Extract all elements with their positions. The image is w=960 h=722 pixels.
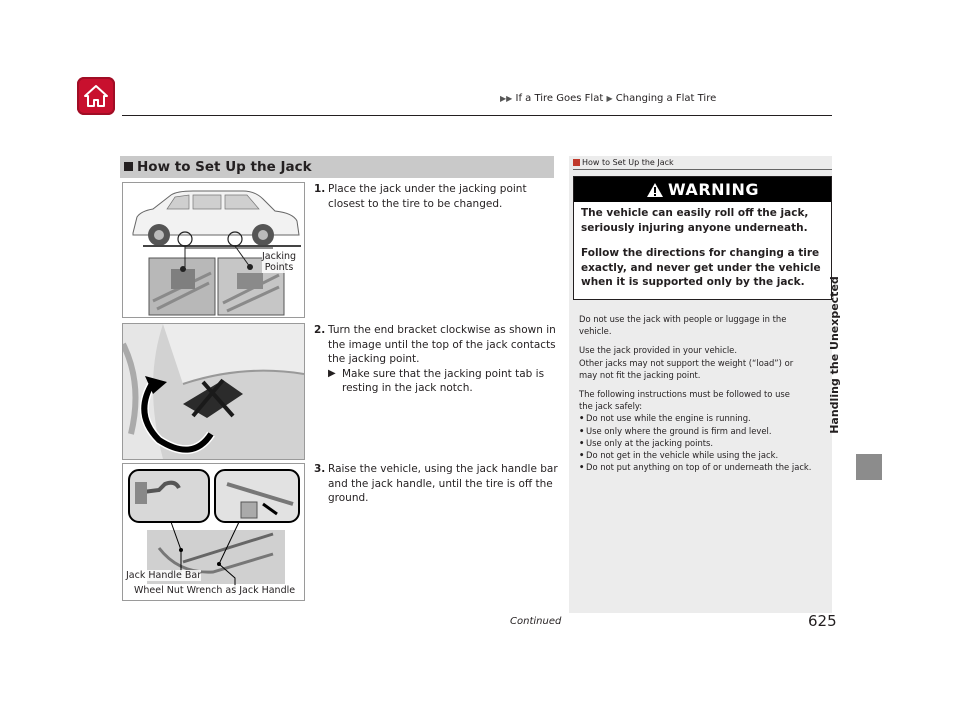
step-2: [314, 323, 559, 396]
section-title-text: How to Set Up the Jack: [137, 159, 312, 175]
jack-handle-bar-label: Jack Handle Bar: [126, 570, 202, 581]
jack-bracket-illustration: [122, 323, 305, 460]
section-title: [120, 156, 312, 178]
jacking-points-illustration: [122, 182, 305, 318]
page-number: 625: [808, 612, 837, 630]
step-number: 1.: [314, 183, 326, 195]
step-text: Turn the end bracket clockwise as shown in the image until the top of the jack contacts the jacking point.: [328, 324, 556, 365]
note-icon: [573, 159, 580, 166]
step-text: Raise the vehicle, using the jack handle bar and the jack handle, until the tire is off the ground.: [328, 463, 558, 504]
note-paragraph: Do not use the jack with people or luggage in the vehicle.: [579, 314, 787, 337]
warning-text-2: Follow the directions for changing a tire exactly, and never get under the vehicle when it is supported only by the jack.: [581, 247, 821, 288]
list-item: • Do not get in the vehicle while using the jack.: [579, 449, 829, 461]
note-paragraph: Use the jack provided in your vehicle. Other jacks may not support the weight (“load”) or may not fit the jacking point.: [579, 345, 794, 380]
step-1: [314, 182, 559, 211]
note-body: [579, 313, 829, 473]
jacking-points-label: Jacking Points: [262, 251, 297, 273]
note-heading: How to Set Up the Jack: [573, 158, 674, 167]
warning-title: WARNING: [668, 180, 759, 199]
breadcrumb-item[interactable]: If a Tire Goes Flat: [515, 93, 604, 104]
home-button[interactable]: [77, 77, 115, 115]
warning-text-1: The vehicle can easily roll off the jack, seriously injuring anyone underneath.: [581, 207, 809, 234]
warning-box: [573, 176, 832, 300]
continued-label: Continued: [510, 616, 562, 627]
header-rule: [122, 115, 832, 116]
breadcrumb-arrow-icon: ▶▶: [500, 94, 513, 103]
substep-arrow-icon: ▶: [328, 367, 336, 379]
note-divider: [573, 169, 832, 170]
side-tab-label[interactable]: Handling the Unexpected: [828, 276, 841, 434]
wheel-nut-wrench-label: Wheel Nut Wrench as Jack Handle: [134, 585, 296, 596]
step-substep: ▶ Make sure that the jacking point tab is resting in the jack notch.: [328, 367, 545, 394]
step-number: 3.: [314, 463, 326, 475]
breadcrumb: [500, 93, 716, 104]
side-tab-marker[interactable]: [856, 454, 882, 480]
section-square-icon: [124, 162, 133, 171]
list-item: • Use only where the ground is firm and level.: [579, 425, 829, 437]
list-item: • Do not use while the engine is running.: [579, 412, 829, 424]
step-3: [314, 462, 559, 506]
jack-handle-illustration: [122, 463, 305, 601]
warning-icon: [646, 182, 664, 198]
step-text: Place the jack under the jacking point closest to the tire to be changed.: [328, 183, 527, 210]
note-paragraph: The following instructions must be followed to use the jack safely:: [579, 389, 790, 412]
section-header: [120, 156, 554, 178]
breadcrumb-item[interactable]: Changing a Flat Tire: [615, 93, 717, 104]
note-bullet-list: [579, 412, 829, 473]
list-item: • Use only at the jacking points.: [579, 437, 829, 449]
home-icon: [83, 84, 109, 108]
warning-header: [574, 177, 831, 202]
breadcrumb-arrow-icon: ▶: [606, 94, 613, 103]
list-item: • Do not put anything on top of or underneath the jack.: [579, 461, 829, 473]
step-number: 2.: [314, 324, 326, 336]
